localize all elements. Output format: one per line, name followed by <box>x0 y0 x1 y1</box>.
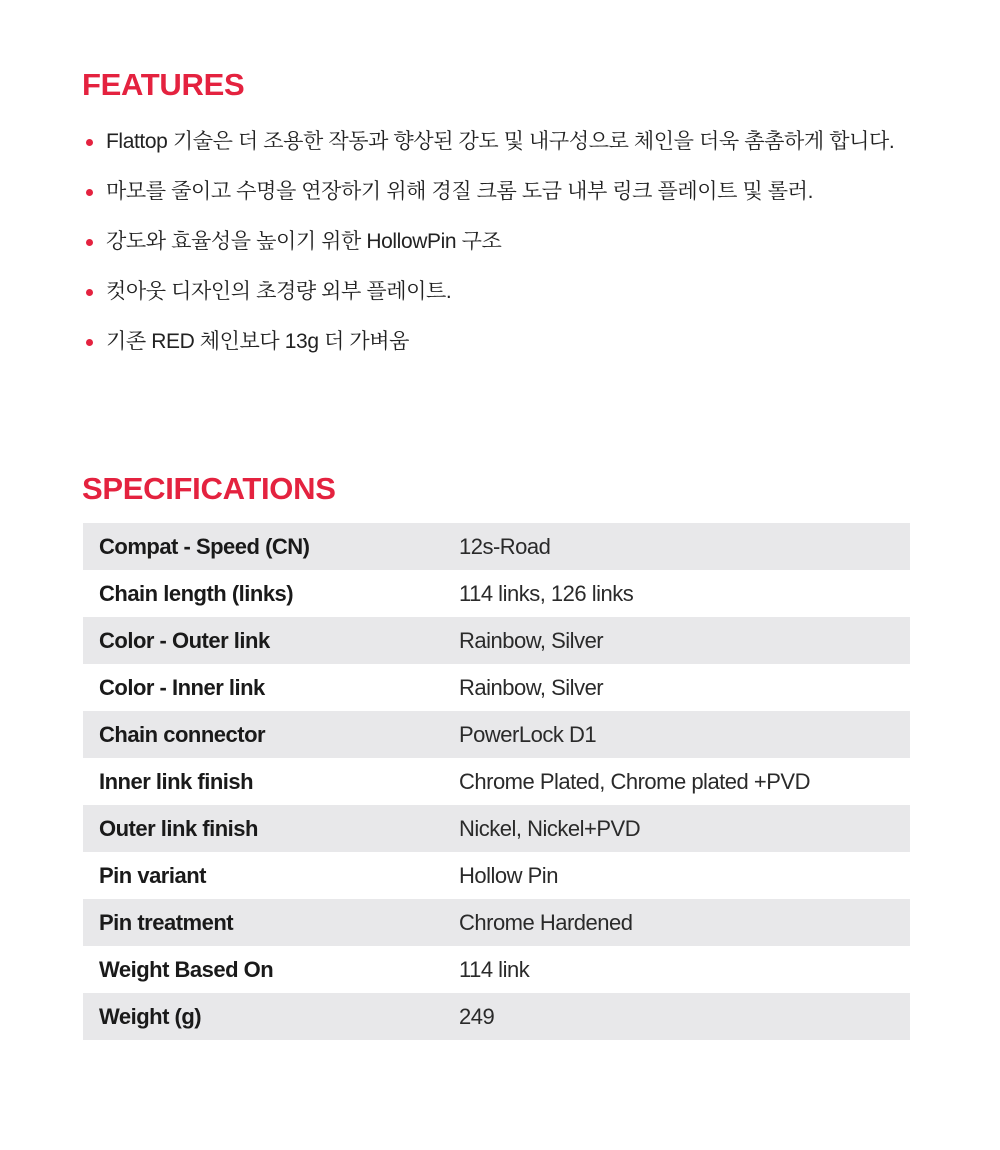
bullet-dot-icon <box>86 289 93 296</box>
spec-value: Rainbow, Silver <box>459 674 604 700</box>
spec-label: Weight (g) <box>83 993 459 1040</box>
feature-item <box>84 170 964 220</box>
bullet-dot-icon <box>86 239 93 246</box>
feature-item <box>84 120 964 170</box>
spec-label: Chain length (links) <box>99 580 294 606</box>
spec-value: 114 links, 126 links <box>459 580 634 606</box>
specifications-heading: SPECIFICATIONS <box>82 471 336 506</box>
spec-value: Hollow Pin <box>459 862 558 888</box>
spec-label: Compat - Speed (CN) <box>83 523 459 570</box>
spec-value: Rainbow, Silver <box>459 617 910 664</box>
spec-value: 114 link <box>459 956 530 982</box>
feature-text: 컷아웃 디자인의 초경량 외부 플레이트. <box>106 280 452 303</box>
feature-text: 마모를 줄이고 수명을 연장하기 위해 경질 크롬 도금 내부 링크 플레이트 및 롤러. <box>106 180 813 203</box>
spec-row <box>83 664 910 711</box>
spec-row <box>83 758 910 805</box>
spec-value: PowerLock D1 <box>459 711 910 758</box>
spec-row <box>83 993 910 1040</box>
spec-label: Pin variant <box>99 862 206 888</box>
spec-label: Outer link finish <box>83 805 459 852</box>
spec-row <box>83 570 910 617</box>
spec-value: Chrome Plated, Chrome plated +PVD <box>459 768 810 794</box>
spec-value: 249 <box>459 993 910 1040</box>
bullet-dot-icon <box>86 189 93 196</box>
spec-value: Chrome Hardened <box>459 899 910 946</box>
feature-item <box>84 220 964 270</box>
bullet-dot-icon <box>86 139 93 146</box>
spec-row <box>83 805 910 852</box>
bullet-dot-icon <box>86 339 93 346</box>
spec-label: Weight Based On <box>99 956 274 982</box>
features-heading: FEATURES <box>82 67 245 102</box>
feature-text: 강도와 효율성을 높이기 위한 HollowPin 구조 <box>106 230 502 253</box>
feature-item <box>84 320 964 370</box>
spec-label: Inner link finish <box>99 768 254 794</box>
spec-row <box>83 899 910 946</box>
specifications-table <box>83 523 910 1040</box>
feature-text: 기존 RED 체인보다 13g 더 가벼움 <box>106 330 410 353</box>
spec-label: Color - Outer link <box>83 617 459 664</box>
spec-label: Chain connector <box>83 711 459 758</box>
spec-value: Nickel, Nickel+PVD <box>459 805 910 852</box>
spec-label: Color - Inner link <box>99 674 265 700</box>
spec-row <box>83 852 910 899</box>
spec-row <box>83 711 910 758</box>
feature-item <box>84 270 964 320</box>
spec-value: 12s-Road <box>459 523 910 570</box>
spec-row <box>83 523 910 570</box>
spec-label: Pin treatment <box>83 899 459 946</box>
spec-row <box>83 946 910 993</box>
features-list <box>84 120 964 370</box>
spec-row <box>83 617 910 664</box>
feature-text: Flattop 기술은 더 조용한 작동과 향상된 강도 및 내구성으로 체인을 더욱 촘촘하게 합니다. <box>106 130 895 153</box>
